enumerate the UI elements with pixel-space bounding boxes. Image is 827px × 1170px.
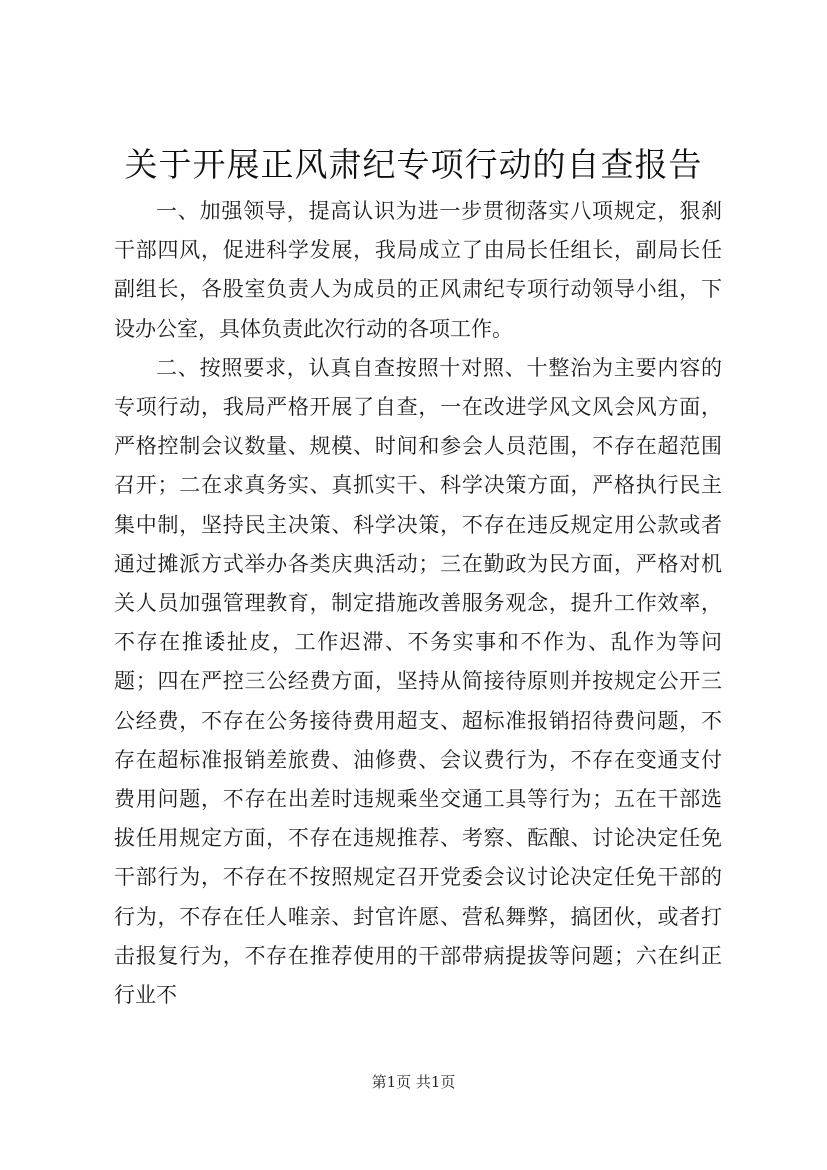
document-body — [114, 192, 722, 1015]
paragraph-2: 二、按照要求，认真自查按照十对照、十整治为主要内容的专项行动，我局严格开展了自查，一在改进学风文风会风方面，严格控制会议数量、规模、时间和参会人员范围，不存在超范围召开；二在求真务实、真抓实干、科学决策方面，严格执行民主集中制，坚持民主决策、科学决策，不存在违反规定用公款或者通过摊派方式举办各类庆典活动；三在勤政为民方面，严格对机关人员加强管理教育，制定措施改善服务观念，提升工作效率，不存在推诿扯皮，工作迟滞、不务实事和不作为、乱作为等问题；四在严控三公经费方面，坚持从简接待原则并按规定公开三公经费，不存在公务接待费用超支、超标准报销招待费问题，不存在超标准报销差旅费、油修费、会议费行为，不存在变通支付费用问题，不存在出差时违规乘坐交通工具等行为；五在干部选拔任用规定方面，不存在违规推荐、考察、酝酿、讨论决定任免干部行为，不存在不按照规定召开党委会议讨论决定任免干部的行为，不存在任人唯亲、封官许愿、营私舞弊，搞团伙，或者打击报复行为，不存在推荐使用的干部带病提拔等问题；六在纠正行业不 — [114, 355, 722, 1008]
document-title: 关于开展正风肃纪专项行动的自查报告 — [124, 145, 703, 184]
page-footer: 第1页 共1页 — [371, 1073, 456, 1091]
paragraph-1: 一、加强领导，提高认识为进一步贯彻落实八项规定，狠刹干部四风，促进科学发展，我局成立了由局长任组长，副局长任副组长，各股室负责人为成员的正风肃纪专项行动领导小组，下设办公室，具体负责此次行动的各项工作。 — [114, 199, 722, 341]
